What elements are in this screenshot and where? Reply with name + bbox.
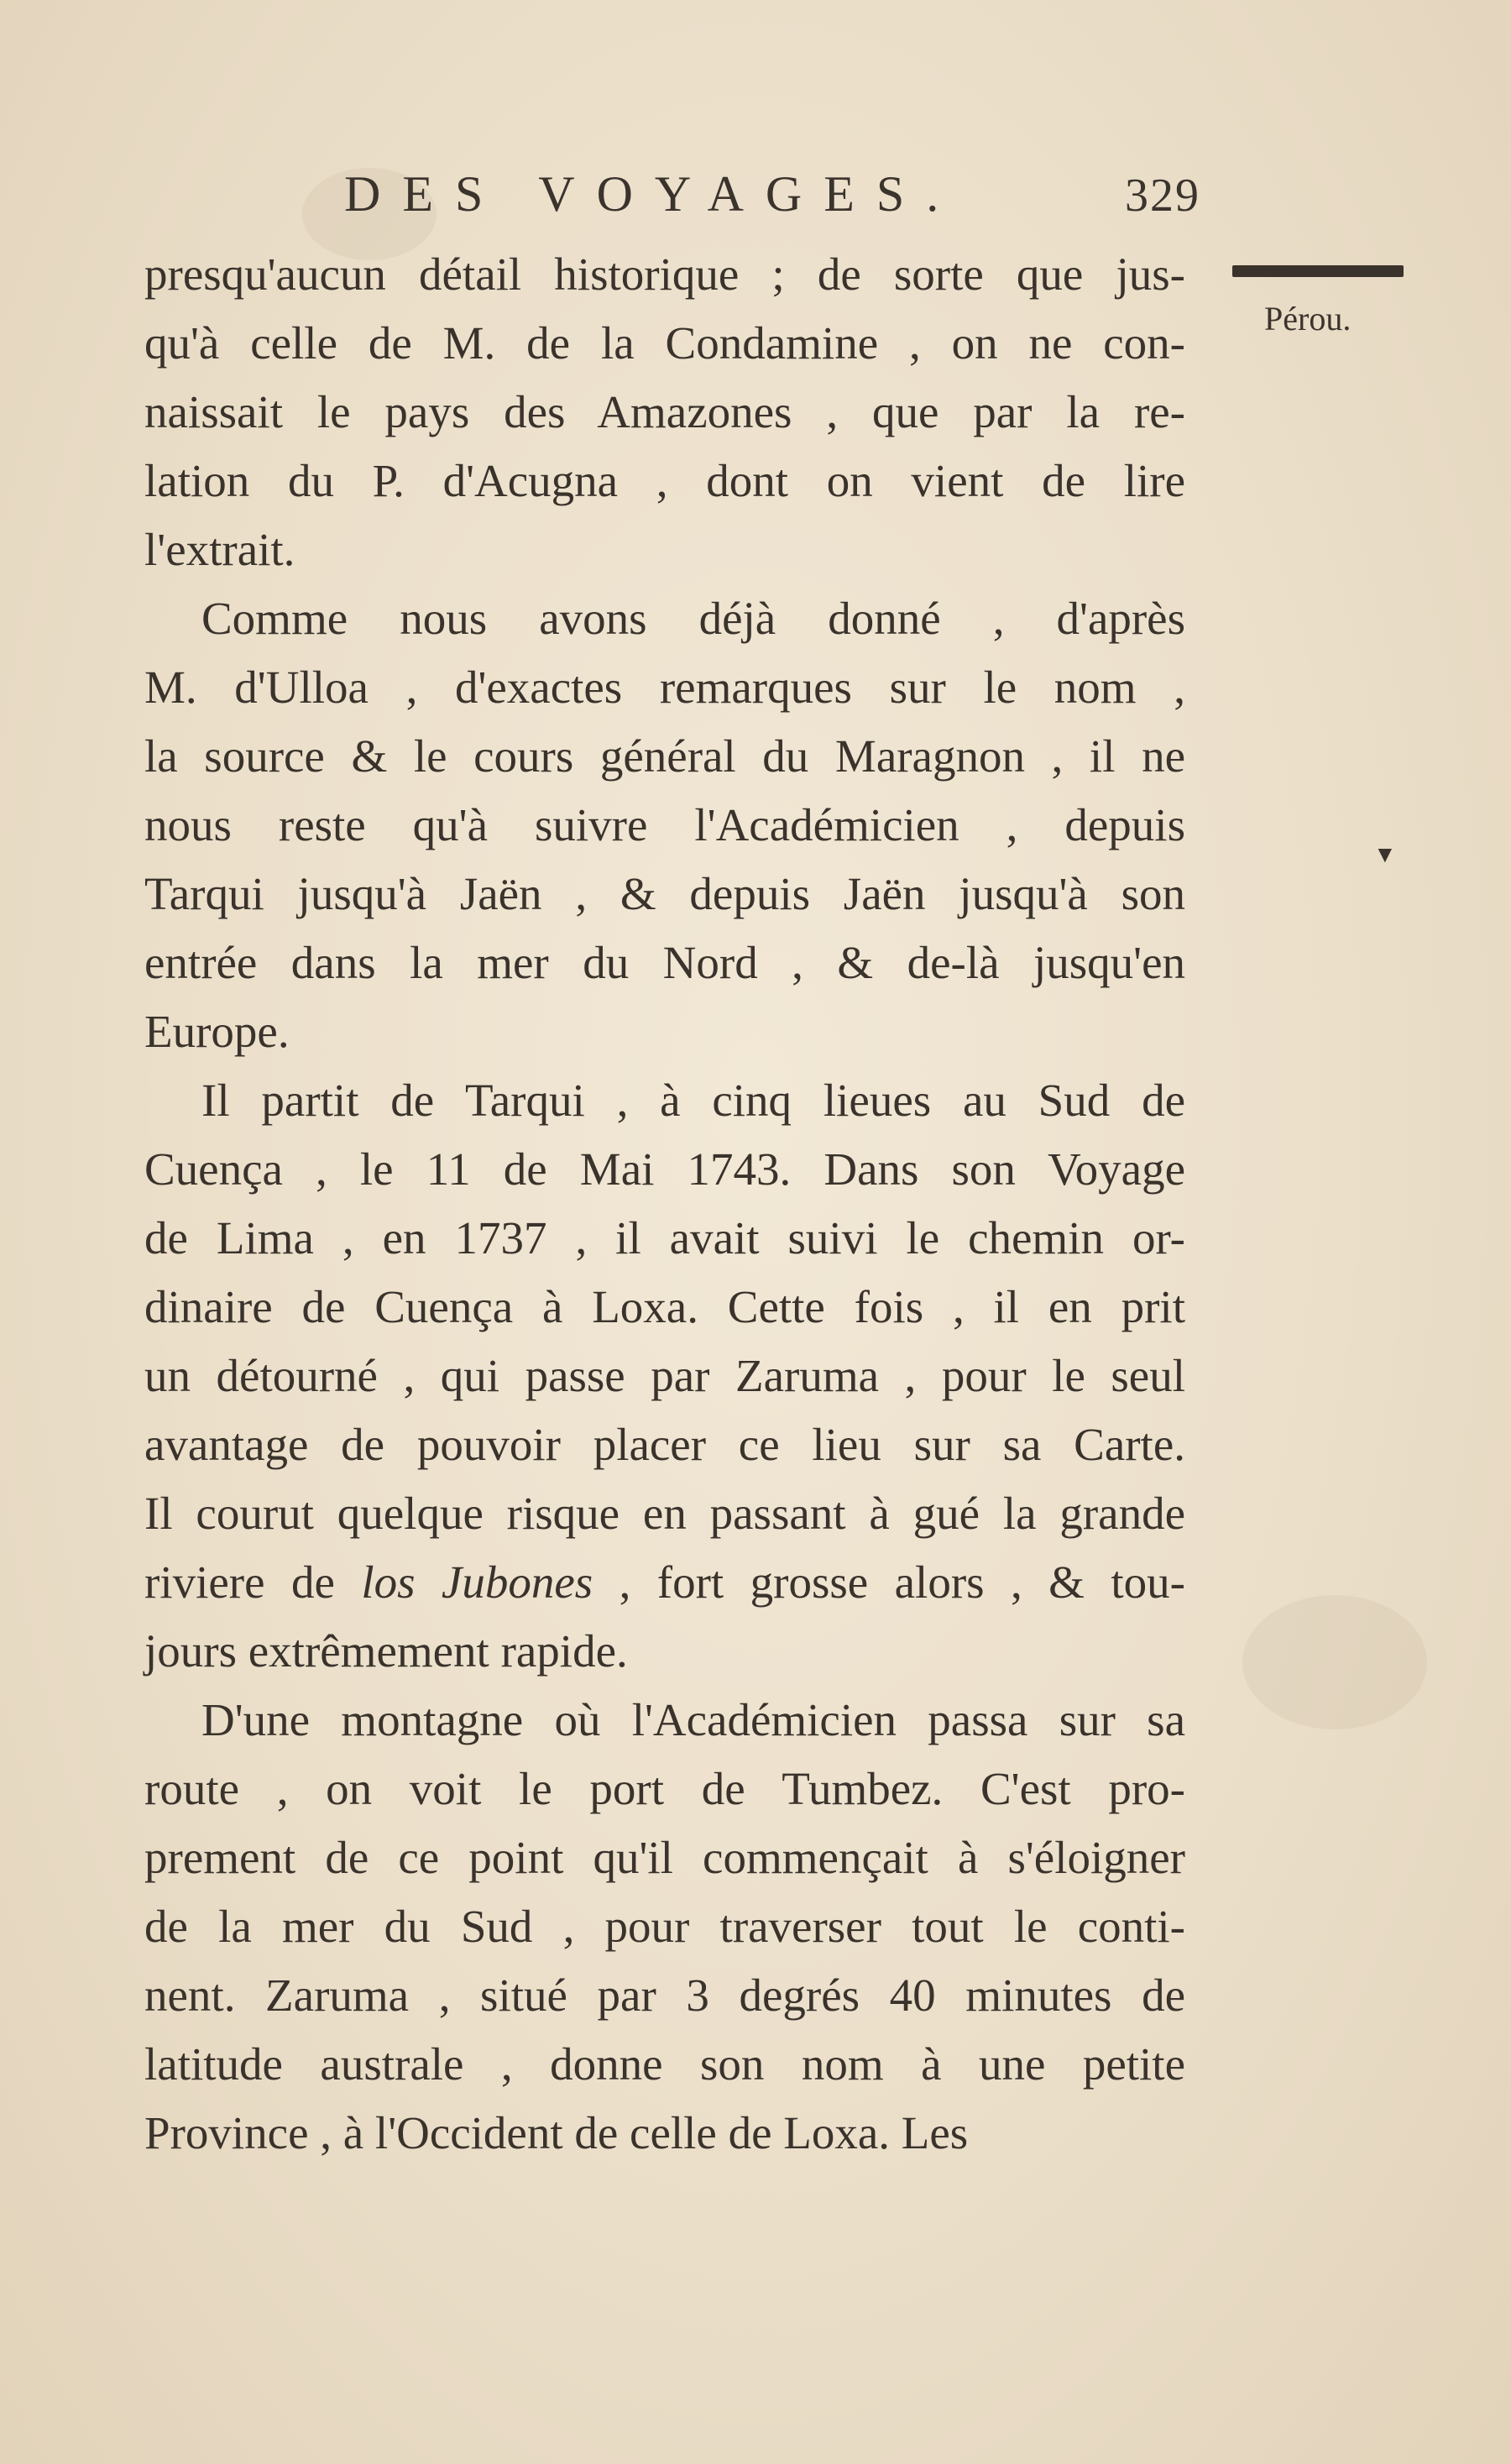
pointer-mark-icon: ▼: [1373, 842, 1397, 868]
text-line: naissait le pays des Amazones , que par la re-: [144, 386, 1185, 437]
text-line: Province , à l'Occident de celle de Loxa. Les: [144, 2107, 969, 2158]
text-line: lation du P. d'Acugna , dont on vient de lire: [144, 455, 1185, 506]
text-line: route , on voit le port de Tumbez. C'est pro-: [144, 1763, 1185, 1814]
text-line: qu'à celle de M. de la Condamine , on ne con-: [144, 317, 1185, 369]
text-line: dinaire de Cuença à Loxa. Cette fois , il en prit: [144, 1281, 1185, 1332]
text-line: un détourné , qui passe par Zaruma , pour le seul: [144, 1350, 1185, 1401]
text-line: jours extrêmement rapide.: [144, 1625, 628, 1677]
margin-ornament-rule: [1232, 265, 1404, 277]
running-title: DES VOYAGES.: [344, 166, 961, 222]
text-line: M. d'Ulloa , d'exactes remarques sur le nom ,: [144, 662, 1185, 713]
paper-stain: [1242, 1595, 1427, 1729]
text-line: D'une montagne où l'Académicien passa sur sa: [201, 1694, 1185, 1745]
text-line: Cuença , le 11 de Mai 1743. Dans son Voyage: [144, 1143, 1185, 1195]
page-header: [143, 165, 1200, 223]
text-line: entrée dans la mer du Nord , & de-là jusqu'en: [144, 937, 1185, 988]
text-line: nous reste qu'à suivre l'Académicien , depuis: [144, 799, 1185, 850]
text-line: la source & le cours général du Maragnon , il ne: [144, 730, 1185, 782]
text-line: latitude australe , donne son nom à une petite: [144, 2038, 1185, 2090]
paragraph: [144, 240, 1185, 584]
text-line: de Lima , en 1737 , il avait suivi le chemin or-: [144, 1212, 1185, 1263]
body-text: [144, 240, 1185, 2168]
text-line: prement de ce point qu'il commençait à s'éloigner: [144, 1832, 1185, 1883]
paragraph: [144, 584, 1185, 1066]
text-segment: riviere de: [144, 1556, 362, 1608]
italic-place-name: los Jubones: [361, 1556, 593, 1608]
text-line: Europe.: [144, 1006, 290, 1057]
text-line: l'extrait.: [144, 524, 295, 575]
text-line: Comme nous avons déjà donné , d'après: [201, 593, 1185, 644]
text-line: Tarqui jusqu'à Jaën , & depuis Jaën jusqu'à son: [144, 868, 1185, 919]
text-line: Il partit de Tarqui , à cinq lieues au Sud de: [201, 1075, 1185, 1126]
page-number: 329: [1125, 170, 1200, 222]
text-line: presqu'aucun détail historique ; de sorte que jus-: [144, 248, 1185, 300]
text-segment: , fort grosse alors , & tou-: [593, 1556, 1185, 1608]
text-line: de la mer du Sud , pour traverser tout le conti-: [144, 1901, 1185, 1952]
paragraph: [144, 1066, 1185, 1686]
paragraph: [144, 1686, 1185, 2168]
text-line: avantage de pouvoir placer ce lieu sur sa Carte.: [144, 1419, 1185, 1470]
text-line-with-italic: [144, 1548, 1185, 1617]
text-line: nent. Zaruma , situé par 3 degrés 40 minutes de: [144, 1970, 1185, 2021]
text-line: Il courut quelque risque en passant à gué la grande: [144, 1488, 1185, 1539]
margin-note: Pérou.: [1264, 300, 1352, 337]
